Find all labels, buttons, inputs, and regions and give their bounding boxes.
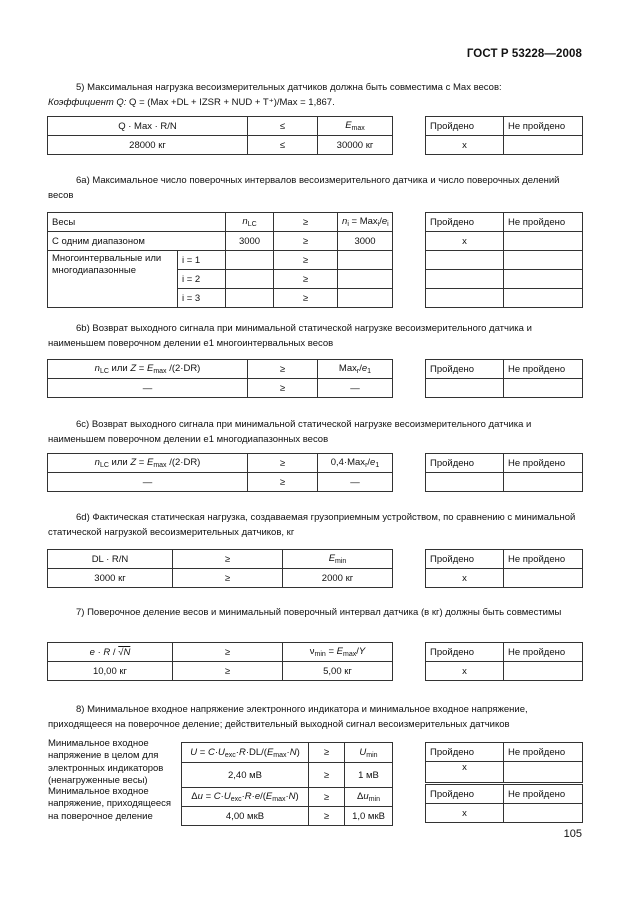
- sec6d-text: 6d) Фактическая статическая нагрузка, создаваемая грузоприемным устройством, по сравнению с минимальной статической нагрузкой весоизмерительных датчиков, кг: [48, 512, 576, 538]
- sec7-h3: $\nu_{min} = E_{max}/Y$: [283, 643, 393, 662]
- sec8-text: 8) Минимальное входное напряжение электронного индикатора и минимальное входное напряжение, приходящееся на поверочное деление; действительный выходной сигнал весоизмерительных датчиков: [48, 704, 528, 730]
- sec7-result: Пройдено Не пройдено x: [425, 642, 583, 681]
- sec6c-h1: $n_{LC}$ или $Z = E_{max}$ /(2·DR): [48, 454, 248, 473]
- sec7-table: e · R / √N ≥ $\nu_{min} = E_{max}/Y$ 10,00 кг ≥ 5,00 кг: [47, 642, 393, 681]
- sec6c-text: 6c) Возврат выходного сигнала при минимальной статической нагрузке весоизмерительного датчика и наименьшем поверочном делении e1 многодиапазонных весов: [48, 419, 532, 445]
- sec8-result-2: Пройдено Не пройдено x: [425, 784, 583, 823]
- sec6c-h3: $0,4\cdot Max_r/e_1$: [318, 454, 393, 473]
- sec5-text: 5) Максимальная нагрузка весоизмерительных датчиков должна быть совместима с Max весов: Коэффициент Q: Q = (Max +DL + IZSR + NUD + T⁺)/Max = 1,867.: [48, 82, 502, 108]
- sec6d-result: Пройдено Не пройдено x: [425, 549, 583, 588]
- sec5-h3: $E_{max}$: [318, 117, 393, 136]
- sec6d-table: DL · R/N ≥ $E_{min}$ 3000 кг ≥ 2000 кг: [47, 549, 393, 588]
- page-number: 105: [563, 828, 582, 840]
- sec6c-result: Пройдено Не пройдено: [425, 453, 583, 492]
- sec8-left-label-2: Минимальное входное напряжение, приходящееся на поверочное деление: [48, 786, 172, 822]
- sec7-h1: e · R / √N: [48, 643, 173, 662]
- sec8-u2: $\Delta u_{min}$: [345, 788, 393, 807]
- sec7-text: 7) Поверочное деление весов и минимальный поверочный интервал датчика (в кг) должны быть совместимы: [76, 607, 562, 618]
- document-header: ГОСТ Р 53228—2008: [466, 48, 582, 60]
- sec8-f2: $\Delta u = C\cdot U_{exc}\cdot R\cdot e/(E_{max}\cdot N)$: [182, 788, 309, 807]
- sec6a-h-ni: $n_i = Max_i/e_i$: [338, 213, 393, 232]
- sec8-left-label-1: Минимальное входное напряжение в целом для электронных индикаторов (ненагруженные весы): [48, 738, 164, 787]
- sec5-table: Q · Max · R/N ≤ $E_{max}$ 28000 кг ≤ 30000 кг: [47, 116, 393, 155]
- sec6b-h1: $n_{LC}$ или $Z = E_{max}$ /(2·DR): [48, 360, 248, 379]
- sec6d-h3: $E_{min}$: [283, 550, 393, 569]
- sec5-result: Пройдено Не пройдено x: [425, 116, 583, 155]
- sec5-h1: Q · Max · R/N: [48, 117, 248, 136]
- sec6a-table: Весы $n_{LC}$ ≥ $n_i = Max_i/e_i$ С одним диапазоном 3000 ≥ 3000 Многоинтервальные или многодиапазонные i = 1 ≥ i = 2 ≥ i = 3 ≥: [47, 212, 393, 308]
- sec6a-h-nlc: $n_{LC}$: [226, 213, 274, 232]
- coef-label: Коэффициент Q:: [48, 97, 127, 108]
- sec6b-text: 6b) Возврат выходного сигнала при минимальной статической нагрузке весоизмерительного датчика и наименьшем поверочном делении e1 многоинтервальных весов: [48, 323, 532, 349]
- sec6a-result: Пройдено Не пройдено x: [425, 212, 583, 308]
- sec6b-result: Пройдено Не пройдено: [425, 359, 583, 398]
- coef-formula: Q = (Max +DL + IZSR + NUD + T⁺)/Max = 1,867.: [126, 97, 335, 108]
- sec6b-h3: $Max_r/e_1$: [318, 360, 393, 379]
- sec8-result-1: Пройдено Не пройдено x: [425, 742, 583, 783]
- sec8-u1: $U_{min}$: [345, 743, 393, 763]
- sec8-table: $U = C\cdot U_{exc}\cdot R\cdot DL/(E_{max}\cdot N)$ ≥ $U_{min}$ 2,40 мВ ≥ 1 мВ $\Delta u = C\cdot U_{exc}\cdot R\cdot e/(E_{max}\cdot N)$ ≥ $\Delta u_{min}$ 4,00 мкВ ≥ 1,0 мкВ: [181, 742, 393, 826]
- sec8-f1: $U = C\cdot U_{exc}\cdot R\cdot DL/(E_{max}\cdot N)$: [182, 743, 309, 763]
- sec6c-table: $n_{LC}$ или $Z = E_{max}$ /(2·DR) ≥ $0,4\cdot Max_r/e_1$ — ≥ —: [47, 453, 393, 492]
- sec6a-text: 6a) Максимальное число поверочных интервалов весоизмерительного датчика и число поверочных делений весов: [48, 175, 560, 201]
- sec6b-table: $n_{LC}$ или $Z = E_{max}$ /(2·DR) ≥ $Max_r/e_1$ — ≥ —: [47, 359, 393, 398]
